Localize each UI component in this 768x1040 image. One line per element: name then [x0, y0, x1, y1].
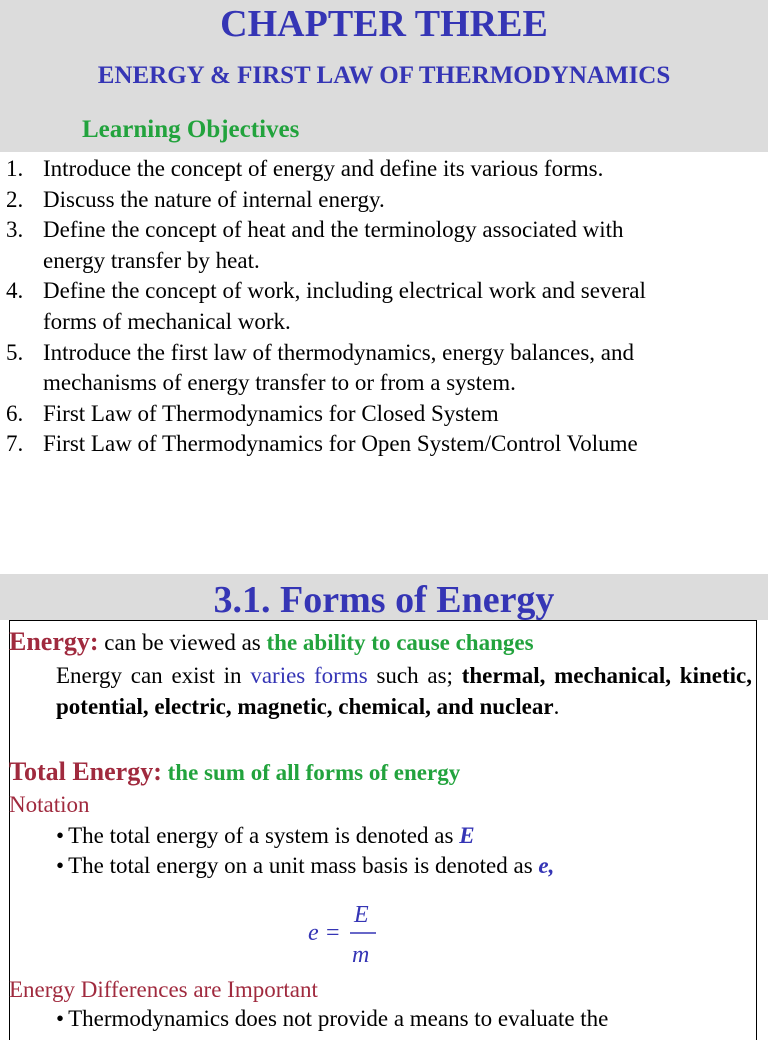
bullet-mark: • [56, 1006, 65, 1031]
objective-number: 4. [6, 278, 24, 304]
para-such-as: such as; [367, 663, 462, 688]
objective-text-line: Define the concept of heat and the terminology associated with [43, 217, 624, 243]
energy-differences-heading: Energy Differences are Important [9, 977, 318, 1002]
energy-definition: the ability to cause changes [266, 630, 534, 655]
objective-text-line: Define the concept of work, including electrical work and several [43, 278, 646, 304]
objective-text-line: First Law of Thermodynamics for Closed System [43, 400, 499, 426]
bullet-total-energy [56, 821, 475, 851]
bullet-thermodynamics [56, 1004, 608, 1034]
objective-text-line: Introduce the concept of energy and define its various forms. [43, 156, 604, 181]
objective-item [0, 215, 768, 276]
bullet-mark: • [56, 853, 65, 878]
para-intro: Energy can exist in [56, 663, 251, 688]
objective-item [0, 338, 768, 399]
formula-e-equals-E-over-m [290, 896, 400, 976]
bullet1-text: The total energy of a system is denoted as [68, 823, 460, 848]
formula-numerator: E [354, 902, 369, 928]
objective-text-line: mechanisms of energy transfer to or from a system. [43, 370, 516, 396]
objective-item [0, 429, 768, 460]
objective-item [0, 154, 768, 185]
total-energy-definition: the sum of all forms of energy [161, 760, 461, 785]
objective-number: 7. [6, 431, 24, 457]
objective-text-line: Discuss the nature of internal energy. [43, 186, 385, 212]
objective-number: 2. [6, 186, 24, 212]
learning-objectives-heading: Learning Objectives [82, 116, 300, 143]
objective-item [0, 185, 768, 216]
bullet3-text: Thermodynamics does not provide a means to evaluate the [68, 1006, 609, 1031]
objective-item [0, 399, 768, 430]
objective-number: 6. [6, 400, 24, 426]
objective-number: 1. [6, 156, 24, 181]
formula-denominator: m [352, 942, 370, 968]
objective-number: 3. [6, 217, 24, 243]
bullet2-text: The total energy on a unit mass basis is denoted as [68, 853, 539, 878]
objective-number: 5. [6, 339, 24, 365]
chapter-title: CHAPTER THREE [220, 3, 548, 45]
symbol-E: E [459, 823, 475, 848]
formula-lhs: e [308, 920, 319, 946]
para-period: . [553, 694, 560, 719]
objective-text-line: forms of mechanical work. [43, 308, 291, 334]
bullet-unit-mass-energy [56, 851, 554, 881]
para-varies-forms: varies forms [250, 663, 368, 688]
objective-item [0, 276, 768, 337]
total-energy-term: Total Energy: [9, 757, 162, 786]
energy-term: Energy: [9, 627, 99, 656]
energy-definition-line [9, 626, 534, 659]
symbol-e: e, [538, 853, 555, 878]
objective-text-line: Introduce the first law of thermodynamics, energy balances, and [43, 339, 634, 365]
objective-text-line: First Law of Thermodynamics for Open System/Control Volume [43, 431, 638, 457]
notation-heading: Notation [9, 792, 90, 817]
formula-equals: = [326, 920, 340, 946]
objective-text-line: energy transfer by heat. [43, 247, 260, 273]
bullet-mark: • [56, 823, 65, 848]
objectives-list [0, 154, 768, 460]
chapter-subtitle: ENERGY & FIRST LAW OF THERMODYNAMICS [97, 62, 671, 89]
total-energy-line [9, 755, 460, 790]
energy-connector: can be viewed as [98, 630, 267, 655]
energy-forms-paragraph [56, 660, 752, 722]
section-title: 3.1. Forms of Energy [213, 579, 555, 621]
para-forms-list: thermal, mechanical, kinetic, potential, electric, magnetic, chemical, and nuclear [56, 663, 752, 719]
